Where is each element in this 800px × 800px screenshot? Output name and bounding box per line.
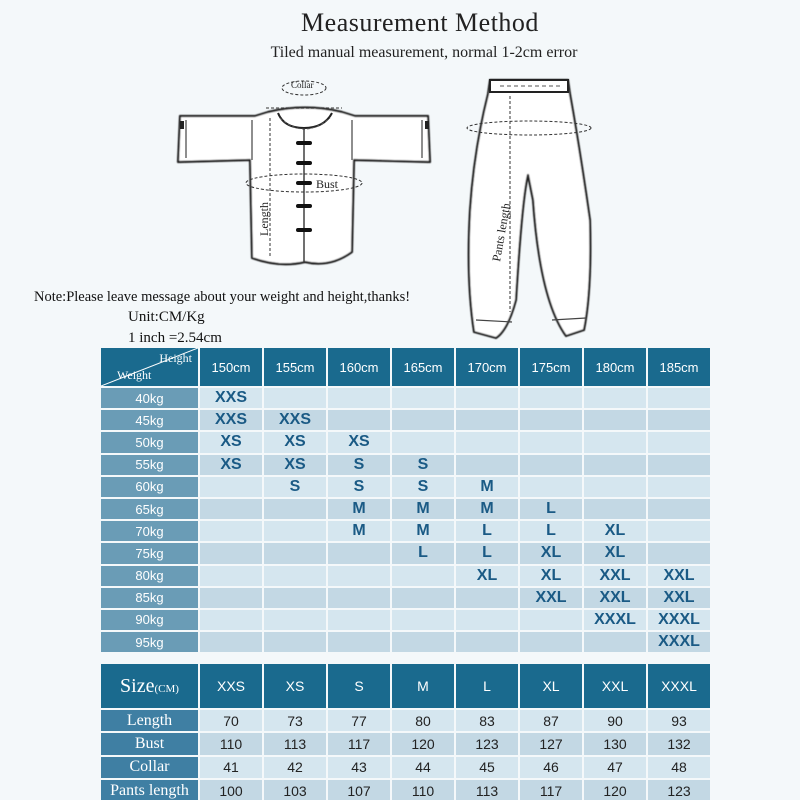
size-cell: XXS (264, 410, 326, 430)
bust-label: Bust (316, 177, 339, 191)
size-table-row (101, 588, 710, 608)
size-cell: L (456, 521, 518, 541)
size-cell: M (392, 521, 454, 541)
size-cell (264, 610, 326, 630)
dimension-value-cell: 117 (520, 780, 582, 800)
dimension-value-cell: 90 (584, 710, 646, 731)
dimension-value-cell: 41 (200, 757, 262, 778)
dimension-value-cell: 80 (392, 710, 454, 731)
weight-cell: 40kg (101, 388, 198, 408)
dimension-table-row (101, 757, 710, 778)
dimension-value-cell: 47 (584, 757, 646, 778)
weight-cell: 65kg (101, 499, 198, 519)
weight-cell: 45kg (101, 410, 198, 430)
dimension-value-cell: 127 (520, 733, 582, 754)
size-cell (200, 610, 262, 630)
dimension-value-cell: 43 (328, 757, 390, 778)
dimension-value-cell: 132 (648, 733, 710, 754)
dimension-table-corner (101, 664, 198, 708)
size-table-corner (101, 348, 198, 386)
size-cell: S (264, 477, 326, 497)
size-cell (392, 588, 454, 608)
size-cell (584, 432, 646, 452)
size-header: XL (520, 664, 582, 708)
height-axis-label: Height (159, 351, 192, 365)
height-header: 180cm (584, 348, 646, 386)
size-cell (200, 632, 262, 652)
size-recommendation-table (99, 346, 712, 654)
dimension-label-cell: Bust (101, 733, 198, 754)
size-cell: XS (328, 432, 390, 452)
height-header: 160cm (328, 348, 390, 386)
unit-text: Unit:CM/Kg (128, 309, 205, 325)
size-cell (328, 410, 390, 430)
size-cell (392, 566, 454, 586)
size-cell: S (328, 455, 390, 475)
size-table-row (101, 521, 710, 541)
dimension-value-cell: 110 (200, 733, 262, 754)
size-cell (328, 632, 390, 652)
height-header: 175cm (520, 348, 582, 386)
size-cell: XL (584, 521, 646, 541)
size-cell: M (456, 477, 518, 497)
size-cell (520, 632, 582, 652)
size-cell (200, 477, 262, 497)
size-header: XXXL (648, 664, 710, 708)
dimension-value-cell: 73 (264, 710, 326, 731)
weight-cell: 75kg (101, 543, 198, 563)
size-cell (520, 610, 582, 630)
weight-cell: 95kg (101, 632, 198, 652)
size-cell (520, 410, 582, 430)
dimension-value-cell: 110 (392, 780, 454, 800)
size-cell (200, 566, 262, 586)
size-cell (648, 499, 710, 519)
size-cell (648, 455, 710, 475)
size-header: XXS (200, 664, 262, 708)
size-cell (584, 410, 646, 430)
dimension-value-cell: 87 (520, 710, 582, 731)
size-cell (520, 432, 582, 452)
weight-cell: 50kg (101, 432, 198, 452)
size-cell: XXS (200, 388, 262, 408)
size-cell: S (392, 477, 454, 497)
size-cell (328, 610, 390, 630)
size-cell (200, 543, 262, 563)
size-cell (392, 388, 454, 408)
size-table-row (101, 632, 710, 652)
dimension-value-cell: 113 (264, 733, 326, 754)
dimension-value-cell: 100 (200, 780, 262, 800)
size-cell: XXXL (648, 610, 710, 630)
size-table-header-row (101, 348, 710, 386)
height-header: 170cm (456, 348, 518, 386)
dimension-value-cell: 42 (264, 757, 326, 778)
weight-cell: 60kg (101, 477, 198, 497)
size-cell: XL (584, 543, 646, 563)
size-cell: XXL (584, 566, 646, 586)
pants-drawing (469, 80, 591, 338)
size-cell (456, 632, 518, 652)
dimension-value-cell: 117 (328, 733, 390, 754)
size-cell: M (328, 521, 390, 541)
size-cell: L (456, 543, 518, 563)
size-cell: XXL (648, 588, 710, 608)
size-table-row (101, 410, 710, 430)
size-cell: XL (520, 566, 582, 586)
size-cell (520, 455, 582, 475)
size-cell (264, 521, 326, 541)
size-cell (328, 566, 390, 586)
size-cell (392, 610, 454, 630)
size-cell (264, 543, 326, 563)
size-table-row (101, 455, 710, 475)
size-cell (264, 499, 326, 519)
size-header: M (392, 664, 454, 708)
size-cell (456, 455, 518, 475)
size-table-row (101, 543, 710, 563)
dimension-value-cell: 44 (392, 757, 454, 778)
height-header: 150cm (200, 348, 262, 386)
dimension-label-cell: Pants length (101, 780, 198, 800)
size-cell: XXXL (648, 632, 710, 652)
size-cell (648, 543, 710, 563)
dimension-value-cell: 123 (456, 733, 518, 754)
size-cell (584, 632, 646, 652)
weight-cell: 55kg (101, 455, 198, 475)
size-cell (392, 632, 454, 652)
size-cell (648, 410, 710, 430)
size-cell (392, 432, 454, 452)
dimension-value-cell: 77 (328, 710, 390, 731)
size-table-row (101, 566, 710, 586)
dimension-value-cell: 93 (648, 710, 710, 731)
size-cell (264, 588, 326, 608)
weight-cell: 90kg (101, 610, 198, 630)
size-cell (584, 388, 646, 408)
weight-cell: 70kg (101, 521, 198, 541)
size-cell: S (392, 455, 454, 475)
dimension-value-cell: 120 (584, 780, 646, 800)
size-cell (520, 388, 582, 408)
size-cell (648, 432, 710, 452)
size-cell (584, 477, 646, 497)
size-table-row (101, 610, 710, 630)
pants-length-label: Pants length (489, 201, 514, 263)
dimension-value-cell: 48 (648, 757, 710, 778)
size-cell: M (328, 499, 390, 519)
size-cell (648, 388, 710, 408)
size-cell (264, 388, 326, 408)
size-table-row (101, 477, 710, 497)
dimension-value-cell: 123 (648, 780, 710, 800)
size-dimension-table (99, 662, 712, 800)
size-header: L (456, 664, 518, 708)
dimension-table-row (101, 780, 710, 800)
dimension-value-cell: 45 (456, 757, 518, 778)
collar-label: Collar (291, 80, 314, 90)
size-header: XS (264, 664, 326, 708)
size-cell: XL (520, 543, 582, 563)
size-cell: S (328, 477, 390, 497)
size-cell: XXXL (584, 610, 646, 630)
size-cell (264, 566, 326, 586)
size-cell (584, 499, 646, 519)
weight-cell: 85kg (101, 588, 198, 608)
dimension-value-cell: 130 (584, 733, 646, 754)
weight-cell: 80kg (101, 566, 198, 586)
page-subtitle: Tiled manual measurement, normal 1-2cm error (270, 44, 578, 61)
size-cell (200, 499, 262, 519)
weight-axis-label: Weight (117, 368, 152, 382)
size-cell: XXL (520, 588, 582, 608)
size-cell (456, 388, 518, 408)
size-cell (456, 610, 518, 630)
size-table-row (101, 499, 710, 519)
size-corner-label: Size (120, 674, 155, 697)
dimension-value-cell: 46 (520, 757, 582, 778)
dimension-table-row (101, 733, 710, 754)
size-cell: L (520, 521, 582, 541)
size-cell: XS (200, 455, 262, 475)
height-header: 155cm (264, 348, 326, 386)
dimension-value-cell: 103 (264, 780, 326, 800)
size-header: S (328, 664, 390, 708)
size-table-row (101, 388, 710, 408)
size-corner-unit: (CM) (154, 682, 179, 695)
size-cell (328, 388, 390, 408)
size-cell (200, 588, 262, 608)
dimension-label-cell: Length (101, 710, 198, 731)
size-cell: L (520, 499, 582, 519)
dimension-table-header-row (101, 664, 710, 708)
dimension-value-cell: 113 (456, 780, 518, 800)
size-cell: XXL (584, 588, 646, 608)
dimension-value-cell: 70 (200, 710, 262, 731)
height-header: 165cm (392, 348, 454, 386)
dimension-value-cell: 107 (328, 780, 390, 800)
size-cell: XXL (648, 566, 710, 586)
size-cell: M (456, 499, 518, 519)
size-cell (520, 477, 582, 497)
dimension-value-cell: 83 (456, 710, 518, 731)
size-cell: XL (456, 566, 518, 586)
size-cell (328, 588, 390, 608)
size-cell (648, 521, 710, 541)
height-header: 185cm (648, 348, 710, 386)
size-header: XXL (584, 664, 646, 708)
inch-conversion-text: 1 inch =2.54cm (128, 330, 222, 346)
size-cell: XS (264, 432, 326, 452)
size-cell (200, 521, 262, 541)
length-label: Length (257, 202, 271, 236)
size-cell: L (392, 543, 454, 563)
size-cell: M (392, 499, 454, 519)
page-title: Measurement Method (301, 8, 539, 37)
size-cell: XXS (200, 410, 262, 430)
size-cell: XS (200, 432, 262, 452)
size-cell (456, 432, 518, 452)
size-cell (456, 410, 518, 430)
size-cell (264, 632, 326, 652)
size-cell (584, 455, 646, 475)
size-cell (648, 477, 710, 497)
dimension-label-cell: Collar (101, 757, 198, 778)
note-text: Note:Please leave message about your weight and height,thanks! (34, 289, 411, 305)
size-cell: XS (264, 455, 326, 475)
size-cell (392, 410, 454, 430)
size-table-row (101, 432, 710, 452)
dimension-table-row (101, 710, 710, 731)
size-cell (328, 543, 390, 563)
dimension-value-cell: 120 (392, 733, 454, 754)
size-cell (456, 588, 518, 608)
